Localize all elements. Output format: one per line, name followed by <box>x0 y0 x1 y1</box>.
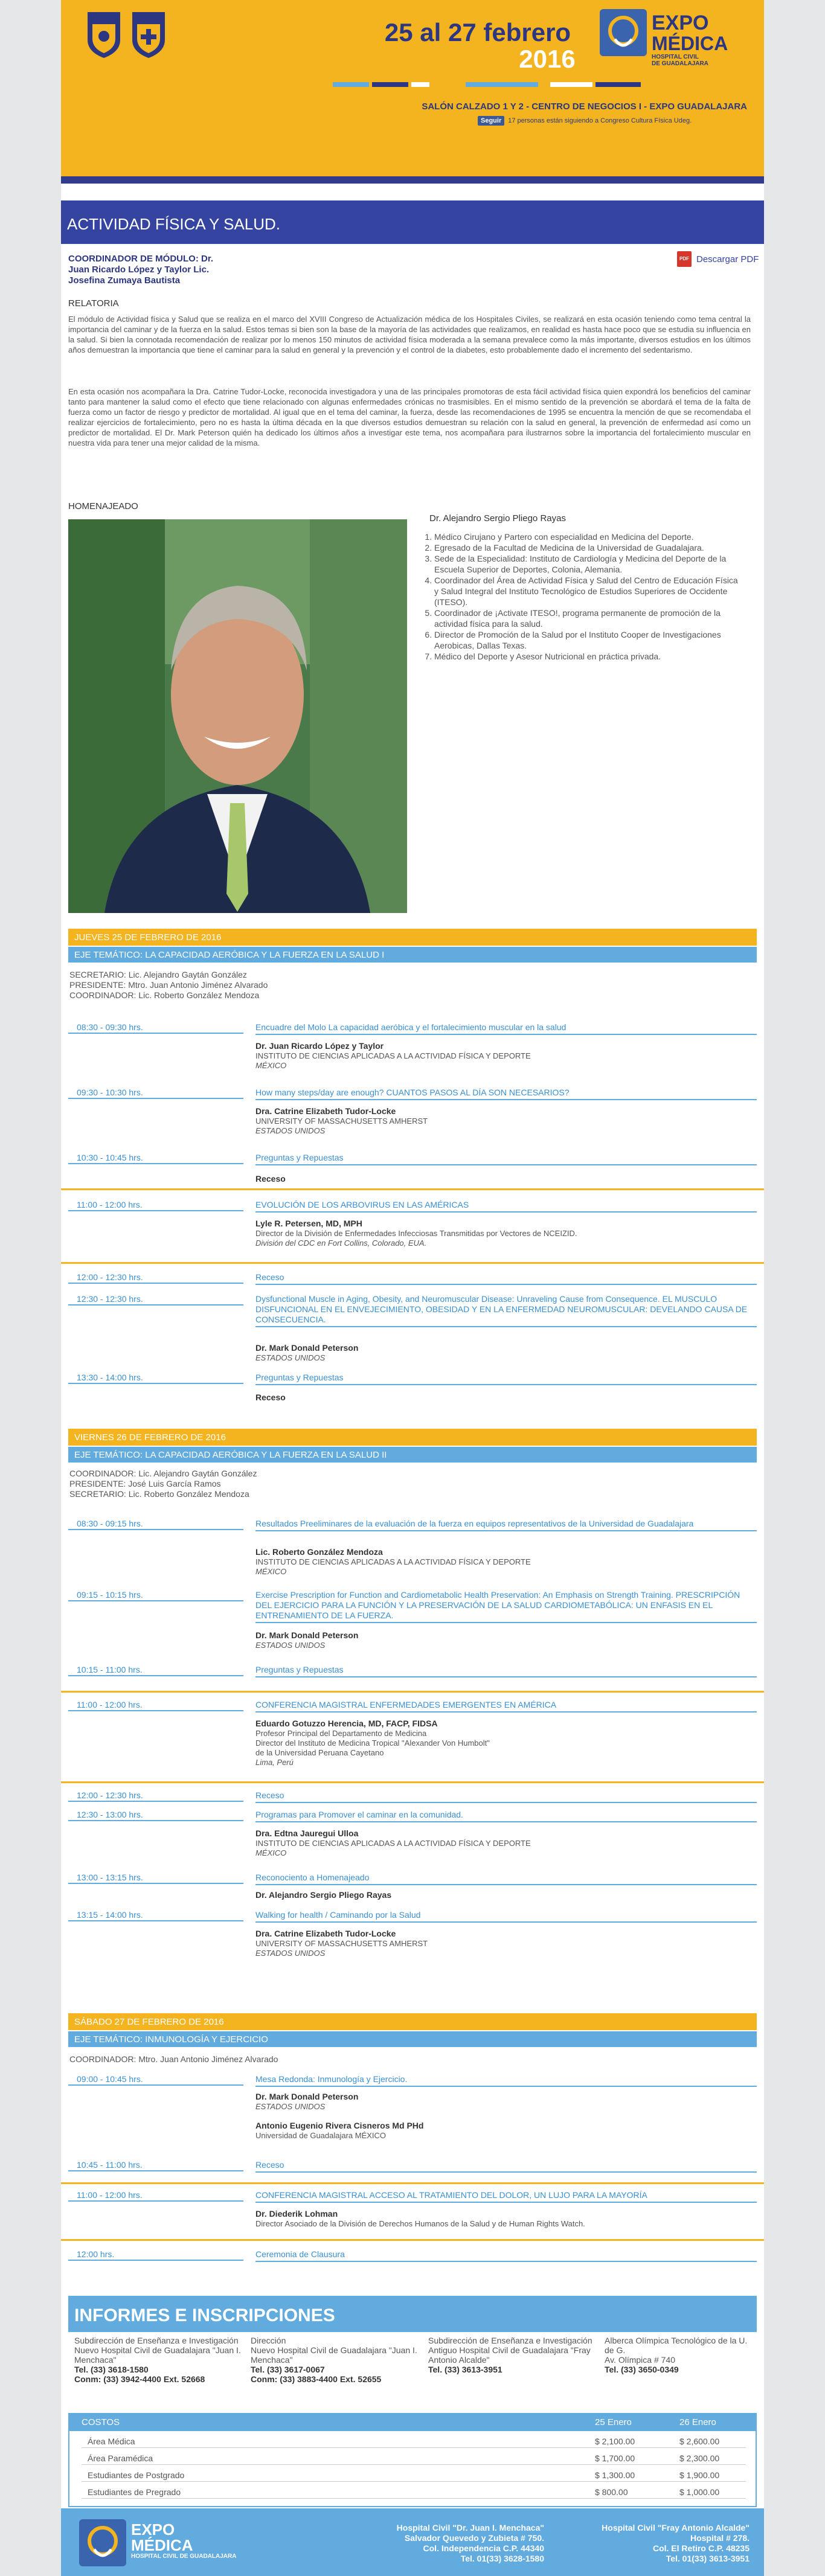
session-time: 11:00 - 12:00 hrs. <box>68 1198 243 1211</box>
session-speaker: Dr. Mark Donald Peterson ESTADOS UNIDOS <box>255 2092 359 2111</box>
costs-header: COSTOS 25 Enero 26 Enero <box>69 2414 756 2431</box>
facebook-follow-text: 17 personas están siguiendo a Congreso Cultura Física Udeg. <box>508 117 692 124</box>
divider <box>61 2239 764 2241</box>
day2-roles: COORDINADOR: Lic. Alejandro Gaytán González PRESIDENTE: José Luis García Ramos SECRETARIO: Lic. Roberto González Mendoza <box>69 1469 257 1499</box>
expo-medica-footer-logo-icon <box>79 2519 126 2566</box>
divider <box>61 1691 764 1693</box>
cv-item: 2. Egresado de la Facultad de Medicina de la Universidad de Guadalajara. <box>434 542 743 553</box>
session-speaker: Lyle R. Petersen, MD, MPH Director de la División de Enfermedades Infecciosas Transmitidas por Vectores de NCEIZID. División del CDC en Fort Collins, Colorado, EUA. <box>255 1219 577 1248</box>
recess-label: Receso <box>255 1392 286 1402</box>
relatoria-heading: RELATORIA <box>68 298 119 309</box>
cv-item: 3. Sede de la Especialidad: Instituto de Cardiología y Medicina del Deporte de la Escuela Superior de Deportes, Colonia, Alemania. <box>434 553 743 575</box>
info-column: Subdirección de Enseñanza e Investigación Antiguo Hospital Civil de Guadalajara "Fray Antonio Alcalde" Tel. (33) 3613-3951 <box>428 2336 592 2374</box>
day1-roles: SECRETARIO: Lic. Alejandro Gaytán González PRESIDENTE: Mtro. Juan Antonio Jiménez Alvarado COORDINADOR: Lic. Roberto González Mendoza <box>69 970 268 1000</box>
session-time: 13:00 - 13:15 hrs. <box>68 1871 243 1884</box>
session-time: 12:00 - 12:30 hrs. <box>68 1789 243 1802</box>
session-topic: Walking for health / Caminando por la Salud <box>255 1908 757 1923</box>
session-topic: Reconociento a Homenajeado <box>255 1871 757 1885</box>
session-speaker: Dr. Diederik Lohman Director Asociado de la División de Derechos Humanos de la Salud y de Human Rights Watch. <box>255 2209 585 2228</box>
event-dates: 25 al 27 febrero <box>384 18 571 46</box>
info-column: Alberca Olímpica Tecnológico de la U. de G. Av. Olímpica # 740 Tel. (33) 3650-0349 <box>605 2336 748 2374</box>
hospital-crest-icon <box>129 12 169 58</box>
session-topic: Exercise Prescription for Function and Cardiometabolic Health Preservation: An Emphasis on Strength Training. PRESCRIPCIÓN DEL EJERCICIO PARA LA FUNCIÓN Y LA PRESERVACIÓN DE LA SALUD CARDIOMETABÓLICA: UN ENFASIS EN EL ENTRENAMIENTO DE LA FUERZA. <box>255 1588 757 1623</box>
session-time: 08:30 - 09:15 hrs. <box>68 1517 243 1530</box>
session-time: 09:00 - 10:45 hrs. <box>68 2072 243 2086</box>
day3-roles: COORDINADOR: Mtro. Juan Antonio Jiménez Alvarado <box>69 2054 278 2064</box>
honoree-name: Dr. Alejandro Sergio Pliego Rayas <box>429 513 566 524</box>
costs-row: Estudiantes de Pregrado $ 800.00 $ 1,000.00 <box>82 2485 746 2499</box>
session-speaker: Dr. Juan Ricardo López y Taylor INSTITUTO DE CIENCIAS APLICADAS A LA ACTIVIDAD FÍSICA Y DEPORTE MÉXICO <box>255 1041 531 1070</box>
session-topic: Mesa Redonda: Inmunología y Ejercicio. <box>255 2072 757 2087</box>
page <box>61 0 764 2576</box>
session-speaker: Lic. Roberto González Mendoza INSTITUTO DE CIENCIAS APLICADAS A LA ACTIVIDAD FÍSICA Y DEPORTE MÉXICO <box>255 1547 531 1576</box>
module-coordinator: COORDINADOR DE MÓDULO: Dr. Juan Ricardo López y Taylor Lic. Josefina Zumaya Bautista <box>68 254 213 286</box>
session-topic: Preguntas y Repuestas <box>255 1371 757 1385</box>
expo-medica-logo: EXPO MÉDICA HOSPITAL CIVIL DE GUADALAJARA <box>600 9 745 61</box>
header-dark-strip <box>61 176 764 184</box>
session-time: 13:15 - 14:00 hrs. <box>68 1908 243 1921</box>
day2-theme: EJE TEMÁTICO: LA CAPACIDAD AERÓBICA Y LA FUERZA EN LA SALUD II <box>68 1447 757 1463</box>
session-speaker: Dra. Catrine Elizabeth Tudor-Locke UNIVERSITY OF MASSACHUSETTS AMHERST ESTADOS UNIDOS <box>255 1929 428 1958</box>
session-topic: Preguntas y Repuestas <box>255 1151 757 1165</box>
session-time: 10:30 - 10:45 hrs. <box>68 1151 243 1164</box>
info-heading: INFORMES E INSCRIPCIONES <box>68 2296 757 2332</box>
facebook-follow-button[interactable]: Seguir <box>478 116 504 126</box>
footer-logo-text: EXPO MÉDICA HOSPITAL CIVIL DE GUADALAJARA <box>131 2520 237 2560</box>
cv-item: 5. Coordinador de ¡Activate ITESO!, programa permanente de promoción de la actividad física para la salud. <box>434 607 743 629</box>
cv-item: 7. Médico del Deporte y Asesor Nutricional en práctica privada. <box>434 651 743 662</box>
session-topic: CONFERENCIA MAGISTRAL ENFERMEDADES EMERGENTES EN AMÉRICA <box>255 1698 757 1713</box>
university-crest-icon <box>84 12 124 58</box>
session-topic: Resultados Preeliminares de la evaluación de la fuerza en equipos representativos de la Universidad de Guadalajara <box>255 1517 757 1531</box>
session-topic: Receso <box>255 1270 757 1285</box>
session-time: 12:00 hrs. <box>68 2248 243 2261</box>
session-time: 11:00 - 12:00 hrs. <box>68 1698 243 1711</box>
footer-hospital-1: Hospital Civil "Dr. Juan I. Menchaca" Salvador Quevedo y Zubieta # 750. Col. Independencia C.P. 44340 Tel. 01(33) 3628-1580 <box>396 2523 544 2563</box>
relatoria-paragraph-2: En esta ocasión nos acompañara la Dra. Catrine Tudor-Locke, reconocida investigadora y una de las principales promotoras de esta fácil actividad física quien expondrá los beneficios del caminar tanto para mantener la salud como el efecto que tiene relacionado con algunas enfermedades crónicas no trasmisibles. En el mismo sentido de la prevención se abordará el tema de la falta de fuerza como un factor de riesgo y predictor de mortalidad. Al igual que en el tema del caminar, la fuerza, desde las recomendaciones de 1995 se encuentra la mención de que se recomendaba el realizar ejercicios de fortalecimiento, pero no es hasta la última década en la que diversos estudios demuestran su relación con la salud en general, la prevención de enfermedad así como un predictor de mortalidad. El Dr. Mark Peterson quién ha dedicado los últimos años a investigar este tema, nos acompañara para ilustrarnos sobre la importancia del fortalecimiento muscular en nuestra vida para tener una mejor calidad de la misma. <box>68 387 751 447</box>
costs-row: Área Paramédica $ 1,700.00 $ 2,300.00 <box>82 2452 746 2465</box>
session-topic: Programas para Promover el caminar en la comunidad. <box>255 1808 757 1822</box>
session-topic: Preguntas y Repuestas <box>255 1663 757 1677</box>
session-time: 10:15 - 11:00 hrs. <box>68 1663 243 1676</box>
session-speaker: Dra. Edtna Jauregui Ulloa INSTITUTO DE CIENCIAS APLICADAS A LA ACTIVIDAD FÍSICA Y DEPORTE MÉXICO <box>255 1828 531 1857</box>
event-year: 2016 <box>519 45 576 73</box>
divider <box>61 1262 764 1264</box>
decorative-bars <box>284 82 647 87</box>
homenajeado-heading: HOMENAJEADO <box>68 501 138 511</box>
session-topic: Dysfunctional Muscle in Aging, Obesity, and Neuromuscular Disease: Unraveling Cause from Consequence. EL MUSCULO DISFUNCIONAL EN EL ENVEJECIMIENTO, OBESIDAD Y EN LA ENFERMEDAD NEUROMUSCULAR: DEVELANDO CAUSA DE CONSECUENCIA. <box>255 1292 757 1327</box>
day1-theme: EJE TEMÁTICO: LA CAPACIDAD AERÓBICA Y LA FUERZA EN LA SALUD I <box>68 947 757 963</box>
day2-heading: VIERNES 26 DE FEBRERO DE 2016 <box>68 1429 757 1446</box>
session-speaker: Dr. Alejandro Sergio Pliego Rayas <box>255 1890 392 1900</box>
day3-theme: EJE TEMÁTICO: INMUNOLOGÍA Y EJERCICIO <box>68 2031 757 2047</box>
cv-item: 4. Coordinador del Área de Actividad Física y Salud del Centro de Educación Física y Salud Integral del Instituto Tecnológico de Estudios Superiores de Occidente (ITESO). <box>434 575 743 607</box>
session-time: 08:30 - 09:30 hrs. <box>68 1020 243 1034</box>
venue-text: SALÓN CALZADO 1 Y 2 - CENTRO DE NEGOCIOS I - EXPO GUADALAJARA <box>422 101 747 112</box>
session-topic: Receso <box>255 2158 757 2173</box>
footer-hospital-2: Hospital Civil "Fray Antonio Alcalde" Hospital # 278. Col. El Retiro C.P. 48235 Tel. 01(33) 3613-3951 <box>602 2523 750 2563</box>
relatoria-paragraph-1: El módulo de Actividad física y Salud que se realiza en el marco del XVIII Congreso de Actualización médica de los Hospitales Civiles, se realizará en esta ocasión teniendo como tema central la importancia del caminar y de la fuerza en la salud. Estos temas si bien son la base de la mayoría de las actividades que realizamos, en realidad es hasta hace poco que se estudia su influencia en la salud. Si bien la connotada recomendación de realizar por lo menos 150 minutos de actividad física moderada a la semana prevalece como la más importante, diversos estudios en los últimos años demuestran la importancia que tiene el caminar para la salud en general y la prevención y el control de la diabetes, esto probablemente dado el incremento del sedentarismo. <box>68 315 751 354</box>
honoree-cv-list <box>417 531 743 662</box>
cv-item: 6. Director de Promoción de la Salud por el Instituto Cooper de Investigaciones Aerobicas, Dallas Texas. <box>434 629 743 651</box>
session-time: 12:30 - 12:30 hrs. <box>68 1292 243 1306</box>
costs-table <box>68 2413 757 2507</box>
session-speaker: Eduardo Gotuzzo Herencia, MD, FACP, FIDSA Profesor Principal del Departamento de Medicina Director del Instituto de Medicina Tropical "Alexander Von Humbolt" de la Universidad Peruana Cayetano Lima, Perú <box>255 1719 490 1767</box>
session-topic: Ceremonia de Clausura <box>255 2248 757 2262</box>
header-banner <box>61 0 764 176</box>
session-topic: Encuadre del Molo La capacidad aeróbica y el fortalecimiento muscular en la salud <box>255 1020 757 1035</box>
session-speaker: Dra. Catrine Elizabeth Tudor-Locke UNIVERSITY OF MASSACHUSETTS AMHERST ESTADOS UNIDOS <box>255 1106 428 1135</box>
costs-row: Área Médica $ 2,100.00 $ 2,600.00 <box>82 2435 746 2448</box>
pdf-icon: PDF <box>677 251 692 267</box>
day3-heading: SÁBADO 27 DE FEBRERO DE 2016 <box>68 2013 757 2030</box>
session-topic: CONFERENCIA MAGISTRAL ACCESO AL TRATAMIENTO DEL DOLOR, UN LUJO PARA LA MAYORÍA <box>255 2188 757 2203</box>
expo-medica-logo-icon <box>600 9 647 56</box>
honoree-photo <box>68 519 407 913</box>
footer <box>61 2508 764 2576</box>
module-title-bar <box>61 200 764 244</box>
day1-heading: JUEVES 25 DE FEBRERO DE 2016 <box>68 929 757 946</box>
cv-item: 1. Médico Cirujano y Partero con especialidad en Medicina del Deporte. <box>434 531 743 542</box>
divider <box>61 2182 764 2184</box>
costs-row: Estudiantes de Postgrado $ 1,300.00 $ 1,900.00 <box>82 2469 746 2482</box>
session-time: 12:00 - 12:30 hrs. <box>68 1270 243 1284</box>
session-topic: How many steps/day are enough? CUANTOS PASOS AL DÍA SON NECESARIOS? <box>255 1086 757 1100</box>
session-speaker: Dr. Mark Donald Peterson ESTADOS UNIDOS <box>255 1630 359 1650</box>
module-title: ACTIVIDAD FÍSICA Y SALUD. <box>67 215 281 233</box>
session-topic: EVOLUCIÓN DE LOS ARBOVIRUS EN LAS AMÉRICAS <box>255 1198 757 1213</box>
info-column: Subdirección de Enseñanza e Investigación Nuevo Hospital Civil de Guadalajara "Juan I. Menchaca" Tel. (33) 3618-1580 Conm: (33) 3942-4400 Ext. 52668 <box>74 2336 241 2384</box>
divider <box>61 1781 764 1783</box>
session-time: 11:00 - 12:00 hrs. <box>68 2188 243 2202</box>
recess-label: Receso <box>255 1174 286 1184</box>
session-time: 12:30 - 13:00 hrs. <box>68 1808 243 1821</box>
download-pdf-link[interactable]: PDF Descargar PDF <box>677 251 759 267</box>
session-speaker: Dr. Mark Donald Peterson ESTADOS UNIDOS <box>255 1343 359 1362</box>
divider <box>61 1188 764 1190</box>
session-topic: Receso <box>255 1789 757 1803</box>
session-speaker: Antonio Eugenio Rivera Cisneros Md PHd Universidad de Guadalajara MÉXICO <box>255 2121 424 2140</box>
session-time: 09:15 - 10:15 hrs. <box>68 1588 243 1601</box>
session-time: 09:30 - 10:30 hrs. <box>68 1086 243 1099</box>
info-column: Dirección Nuevo Hospital Civil de Guadalajara "Juan I. Menchaca" Tel. (33) 3617-0067 Conm: (33) 3883-4400 Ext. 52655 <box>251 2336 417 2384</box>
facebook-follow <box>478 114 692 128</box>
session-time: 10:45 - 11:00 hrs. <box>68 2158 243 2171</box>
session-time: 13:30 - 14:00 hrs. <box>68 1371 243 1384</box>
